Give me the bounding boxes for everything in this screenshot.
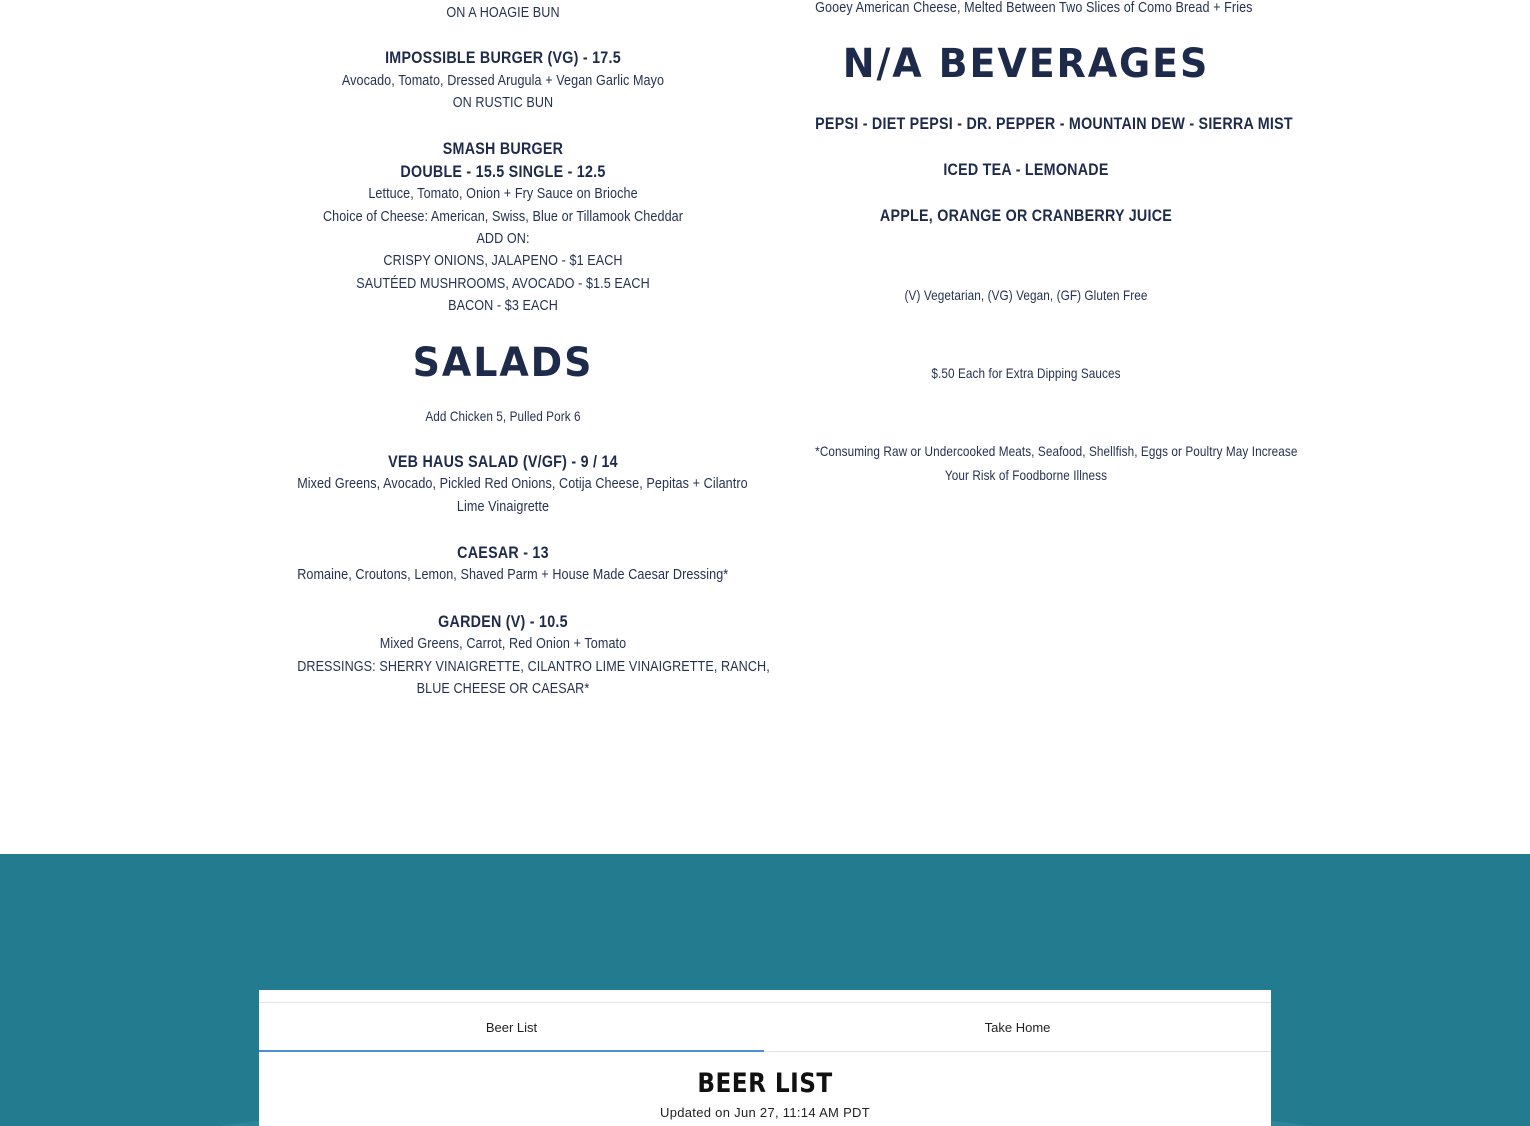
garden-desc: Mixed Greens, Carrot, Red Onion + Tomato <box>379 635 627 652</box>
sauces-note: $.50 Each for Extra Dipping Sauces <box>931 365 1121 381</box>
veb-salad-title: VEB HAUS SALAD (V/GF) - 9 / 14 <box>388 452 618 471</box>
smash-burger-cheese: Choice of Cheese: American, Swiss, Blue or Tillamook Cheddar <box>322 208 684 225</box>
tab-take-home[interactable]: Take Home <box>764 1004 1271 1052</box>
salads-heading: SALADS <box>412 340 594 386</box>
tab-beer-list[interactable]: Beer List <box>259 1004 764 1052</box>
veb-salad-desc-2: Lime Vinaigrette <box>456 498 550 515</box>
diet-legend: (V) Vegetarian, (VG) Vegan, (GF) Gluten Free <box>904 287 1148 303</box>
impossible-burger-title: IMPOSSIBLE BURGER (VG) - 17.5 <box>385 48 621 67</box>
garden-title: GARDEN (V) - 10.5 <box>438 612 568 631</box>
beverages-soda: PEPSI - DIET PEPSI - DR. PEPPER - MOUNTAIN DEW - SIERRA MIST <box>815 114 1293 133</box>
smash-addon-1: CRISPY ONIONS, JALAPENO - $1 EACH <box>383 252 623 269</box>
smash-addon-label: ADD ON: <box>476 230 530 247</box>
smash-burger-title: SMASH BURGER <box>442 139 564 158</box>
beer-list-updated: Updated on Jun 27, 11:14 AM PDT <box>660 1105 870 1120</box>
beer-list-panel <box>259 990 1271 1126</box>
panel-divider <box>259 1002 1271 1003</box>
hoagie-bun-note: ON A HOAGIE BUN <box>446 4 560 21</box>
smash-addon-3: BACON - $3 EACH <box>448 297 558 314</box>
caesar-title: CAESAR - 13 <box>457 543 549 562</box>
veb-salad-desc-1: Mixed Greens, Avocado, Pickled Red Onions, Cotija Cheese, Pepitas + Cilantro <box>297 475 748 492</box>
beverages-heading: N/A BEVERAGES <box>842 41 1210 87</box>
smash-addon-2: SAUTÉED MUSHROOMS, AVOCADO - $1.5 EACH <box>356 275 650 292</box>
smash-burger-desc: Lettuce, Tomato, Onion + Fry Sauce on Brioche <box>368 185 638 202</box>
caesar-desc: Romaine, Croutons, Lemon, Shaved Parm + House Made Caesar Dressing* <box>297 566 729 583</box>
beverages-juice: APPLE, ORANGE OR CRANBERRY JUICE <box>879 206 1173 225</box>
impossible-burger-bun: ON RUSTIC BUN <box>452 94 554 111</box>
impossible-burger-desc: Avocado, Tomato, Dressed Arugula + Vegan Garlic Mayo <box>341 72 665 89</box>
garden-dressings-2: BLUE CHEESE OR CAESAR* <box>416 680 590 697</box>
raw-food-warning-1: *Consuming Raw or Undercooked Meats, Seafood, Shellfish, Eggs or Poultry May Increase <box>815 443 1298 459</box>
garden-dressings-1: DRESSINGS: SHERRY VINAIGRETTE, CILANTRO LIME VINAIGRETTE, RANCH, <box>297 658 770 675</box>
beer-list-title: BEER LIST <box>697 1068 833 1099</box>
raw-food-warning-2: Your Risk of Foodborne Illness <box>944 467 1108 483</box>
grilled-cheese-desc: Gooey American Cheese, Melted Between Two Slices of Como Bread + Fries <box>815 0 1253 16</box>
salads-add-protein: Add Chicken 5, Pulled Pork 6 <box>425 408 581 424</box>
smash-burger-prices: DOUBLE - 15.5 SINGLE - 12.5 <box>400 162 606 181</box>
beverages-tea: ICED TEA - LEMONADE <box>943 160 1109 179</box>
